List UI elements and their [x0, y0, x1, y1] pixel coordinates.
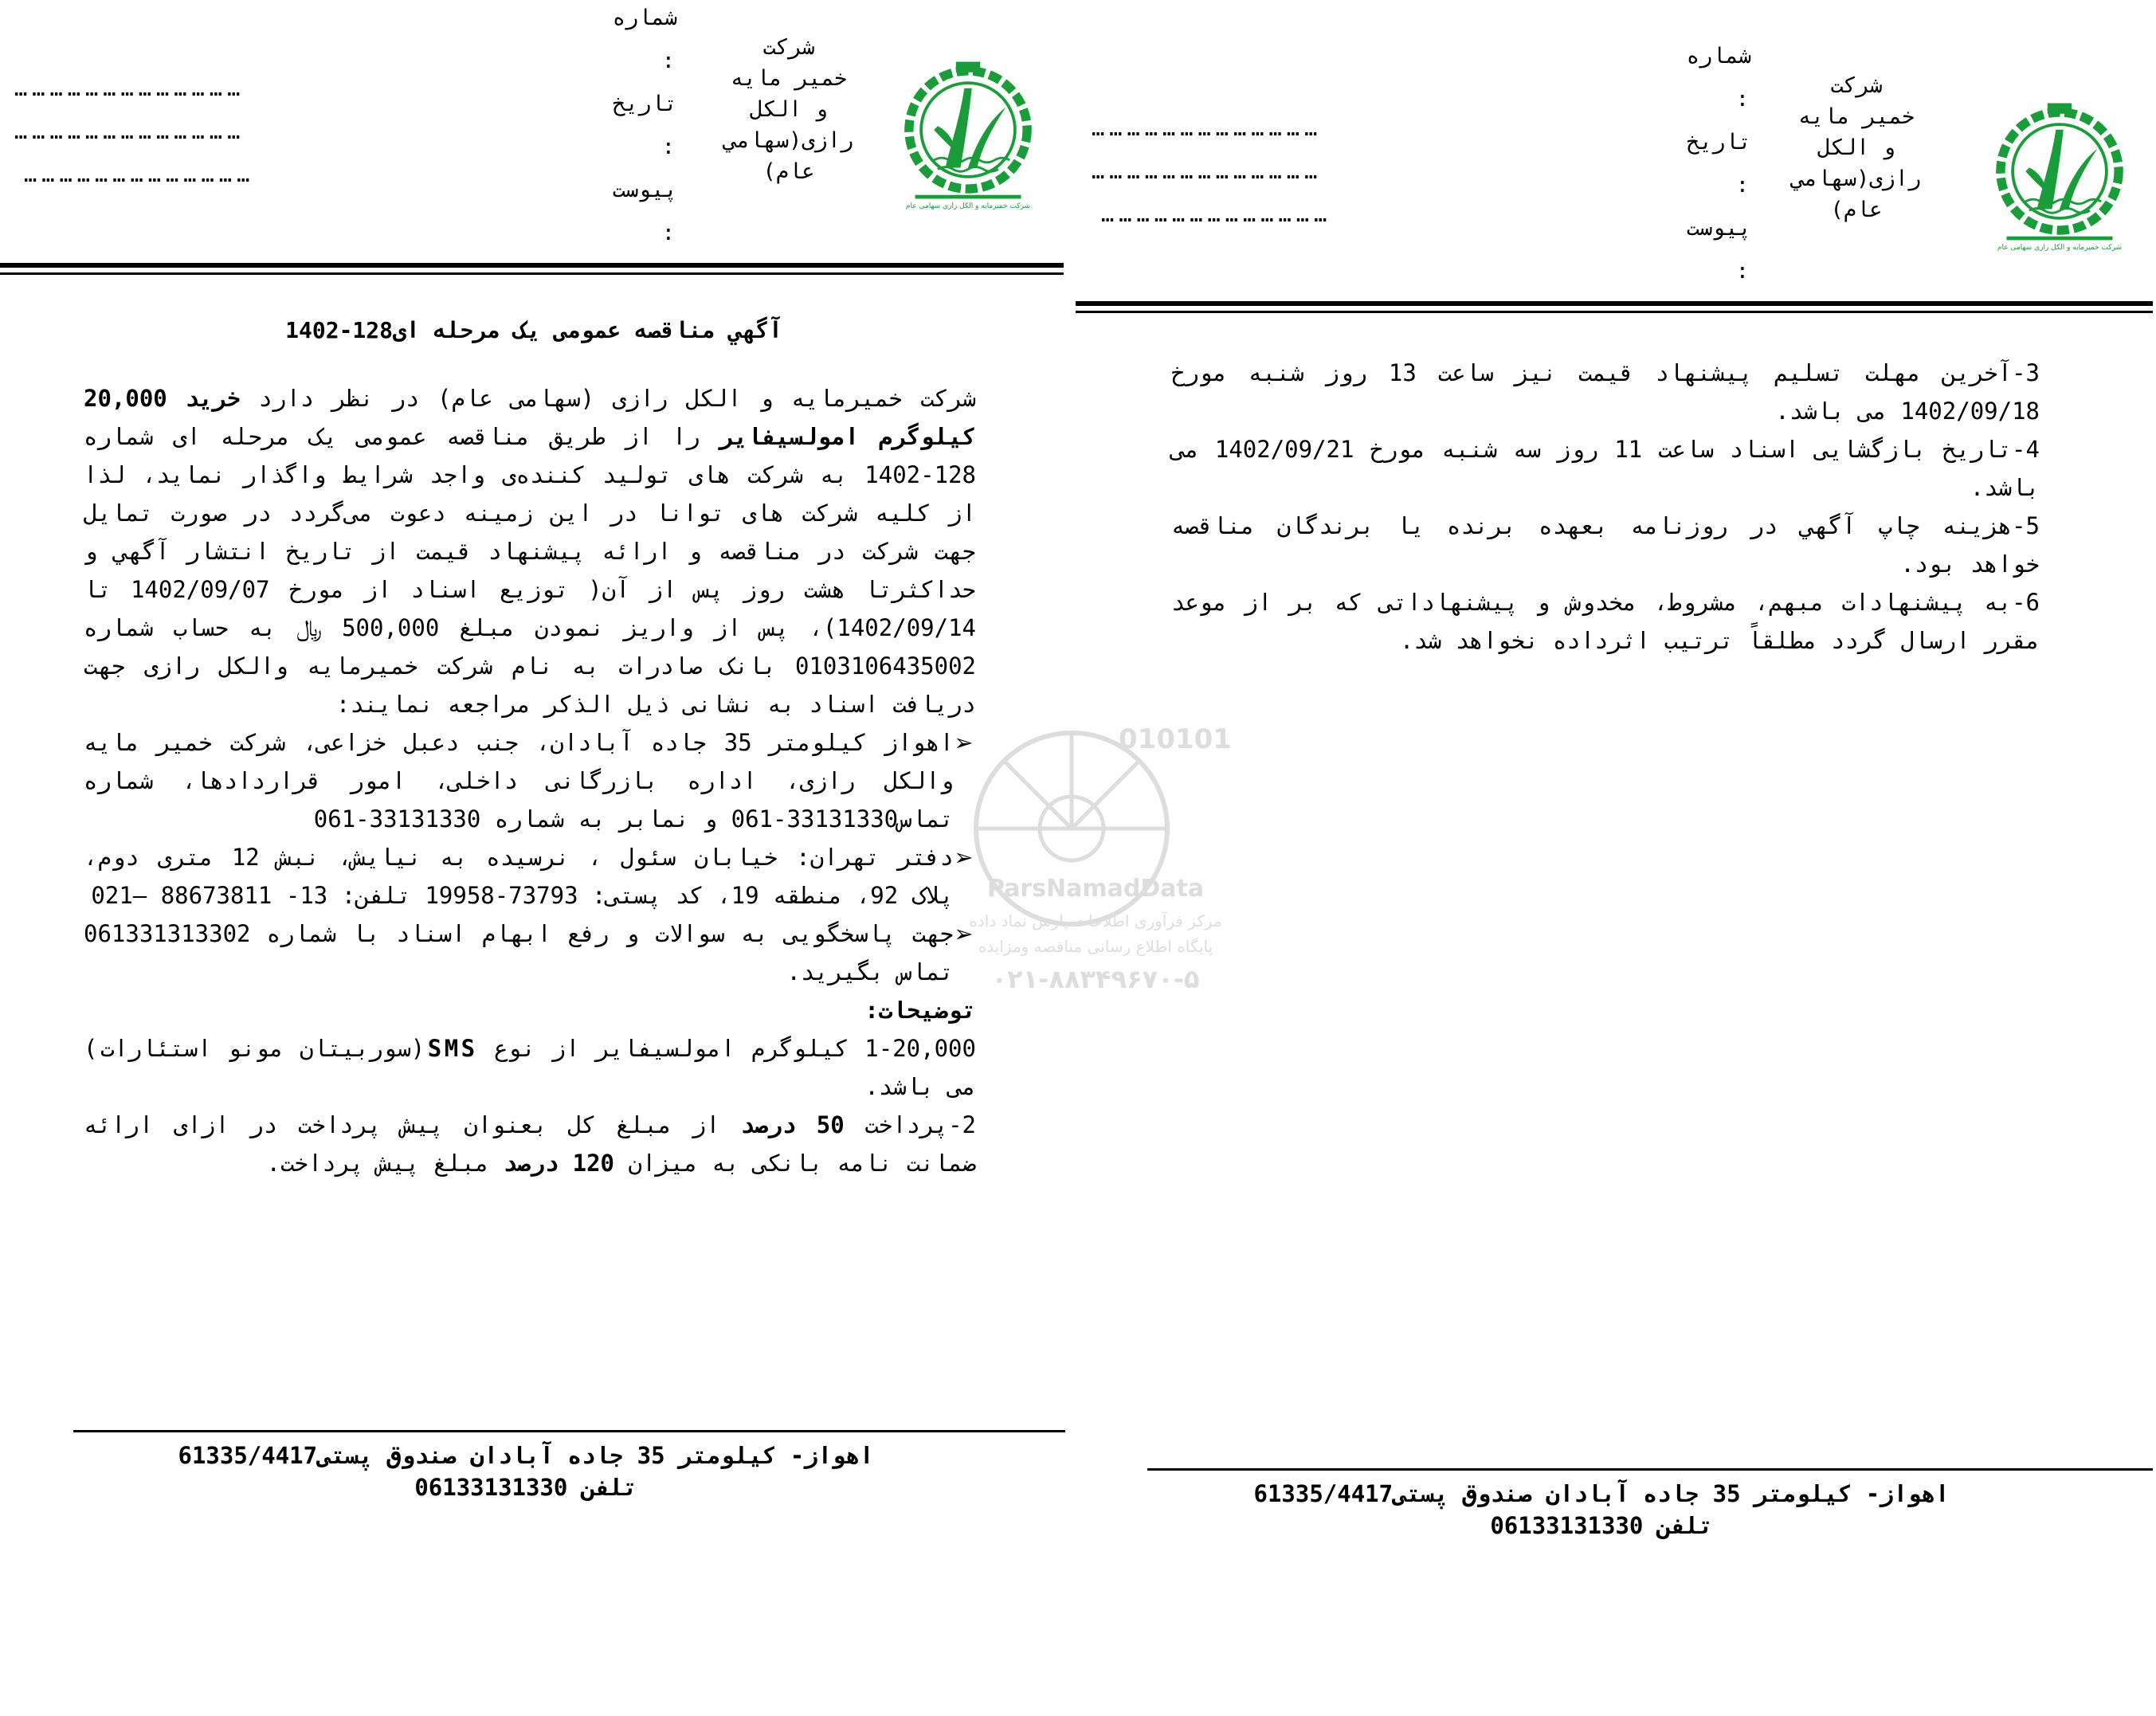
watermark-bits: 010101 — [1119, 723, 1232, 755]
number-label: شماره — [1686, 44, 1751, 69]
number-dots: ………………………………… — [1092, 116, 1323, 141]
tender-conditions — [1171, 354, 2040, 660]
header-rule — [0, 263, 1064, 268]
note-2: 2-پرداخت 50 درصد از مبلغ کل بعنوان پیش پرداخت در ازای ارائه ضمانت نامه بانکی به میزان 120 درصد مبلغ پیش پرداخت. — [84, 1111, 976, 1177]
date-dots: ………………………………… — [1092, 159, 1323, 184]
page-left — [0, 0, 1068, 1716]
address-tehran: ➢ دفتر تهران: خیابان سئول ، نرسیده به نیایش، نبش 12 متری دوم، پلاک 92، منطقه 19، کد پستی: 73793-19958 تلفن: 13- 88673811 –021 — [84, 838, 976, 915]
header-right — [1076, 0, 2156, 284]
attachment-colon: : — [1735, 259, 1751, 284]
company-name: شرکت خمیر مایه و الکل رازی(سهامي عام) — [1791, 73, 1922, 222]
footer-rule-right — [1147, 1468, 2153, 1471]
tender-title: آگهي مناقصه عمومی یک مرحله ای128-1402 — [285, 317, 782, 343]
header-left — [0, 0, 1068, 271]
condition-6: 6-به پیشنهادات مبهم، مشروط، مخدوش و پیشنهاداتی که بر از موعد مقرر ارسال گردد مطلقاً ترتیب اثرداده نخواهد شد. — [1171, 589, 2040, 654]
header-rule — [1076, 301, 2153, 306]
tender-body — [84, 379, 976, 1182]
date-dots: ………………………………… — [14, 119, 245, 144]
number-colon: : — [1735, 87, 1751, 112]
header-rule-thin — [1076, 311, 2153, 313]
header-rule-thin — [0, 272, 1064, 275]
contact-info: ➢ جهت پاسخگویی به سوالات و رفع ابهام اسناد با شماره 061331313302 تماس بگیرید. — [84, 915, 976, 991]
attachment-label: پیوست — [1686, 216, 1751, 241]
footer-right: اهواز- کیلومتر 35 جاده آبادان صندوق پستی61335/4417 تلفن 06133131330 — [1253, 1480, 1950, 1539]
address-ahvaz: ➢ اهواز کیلومتر 35 جاده آبادان، جنب دعبل خزاعی، شرکت خمیر مایه والکل رازی، اداره بازرگانی داخلی، امور قراردادها، شماره تماس33131330-061 و نمابر به شماره 33131330-061 — [84, 723, 976, 838]
condition-4: 4-تاریخ بازگشایی اسناد ساعت 11 روز سه شنبه مورخ 1402/09/21 می باشد. — [1171, 436, 2040, 501]
intro-paragraph: شرکت خمیرمایه و الکل رازی (سهامی عام) در نظر دارد خرید 20,000 کیلوگرم امولسیفایر را از طریق مناقصه عمومی یک مرحله ای شماره 128-1402 به شرکت های تولید کننده‌ی واجد شرایط واگذار نماید، لذا از کلیه شرکت های توانا در این زمینه دعوت می‌گردد در صورت تمایل جهت شرکت در مناقصه و ارائه پیشنهاد قیمت از تاریخ انتشار آگهي و حداکثرتا هشت روز پس از آن( توزیع اسناد از مورخ 1402/09/07 تا 1402/09/14)، پس از واریز نمودن مبلغ 500,000 ﷼ به حساب شماره 0103106435002 بانک صادرات به نام شرکت خمیرمایه والکل رازی جهت دریافت اسناد به نشانی ذیل الذکر مراجعه نمایند: — [84, 385, 976, 718]
watermark-phone: ۰۲۱-۸۸۳۴۹۶۷۰-۵ — [991, 964, 1200, 994]
condition-3: 3-آخرین مهلت تسلیم پیشنهاد قیمت نیز ساعت 13 روز شنبه مورخ 1402/09/18 می باشد. — [1171, 359, 2040, 425]
attachment-label: پیوست — [612, 178, 677, 202]
attachment-dots: ………………………………… — [1101, 202, 1332, 227]
footer-rule-left — [73, 1430, 1065, 1432]
note-1: 1-20,000 کیلوگرم امولسیفایر از نوع SMS(سوربیتان مونو استئارات) می باشد. — [84, 1035, 976, 1100]
notes-label: توضیحات: — [864, 997, 976, 1024]
watermark-line1: مرکز فرآوری اطلاعات پارس نماد داده — [969, 911, 1222, 930]
header-meta-labels — [574, 0, 677, 255]
attachment-colon: : — [661, 221, 677, 245]
footer-left: اهواز- کیلومتر 35 جاده آبادان صندوق پستی61335/4417 تلفن 06133131330 — [178, 1442, 874, 1501]
date-label: تاريخ — [612, 92, 677, 116]
logo-caption: شرکت خمیرمایه و الکل رازی سهامی عام — [1997, 244, 2123, 252]
date-colon: : — [1735, 173, 1751, 198]
company-logo-icon — [1984, 96, 2135, 252]
date-colon: : — [661, 135, 677, 159]
watermark-line2: پایگاه اطلاع رسانی مناقصه ومزایده — [978, 937, 1213, 956]
logo-caption: شرکت خمیرمایه و الکل رازی سهامی عام — [905, 202, 1031, 210]
condition-5: 5-هزینه چاپ آگهي در روزنامه بعهده برنده یا برندگان مناقصه خواهد بود. — [1171, 512, 2040, 578]
company-name: شرکت خمیر مایه و الکل رازی(سهامي عام) — [723, 35, 854, 184]
date-label: تاريخ — [1686, 130, 1751, 155]
watermark-brand: ParsNamadData — [986, 875, 1205, 903]
attachment-dots: ………………………………… — [24, 163, 255, 187]
number-colon: : — [661, 49, 677, 73]
watermark — [932, 717, 1259, 1028]
header-meta-labels — [1648, 35, 1751, 293]
number-label: شماره — [612, 6, 677, 30]
number-dots: ………………………………… — [14, 76, 245, 101]
company-logo-icon — [892, 54, 1044, 210]
